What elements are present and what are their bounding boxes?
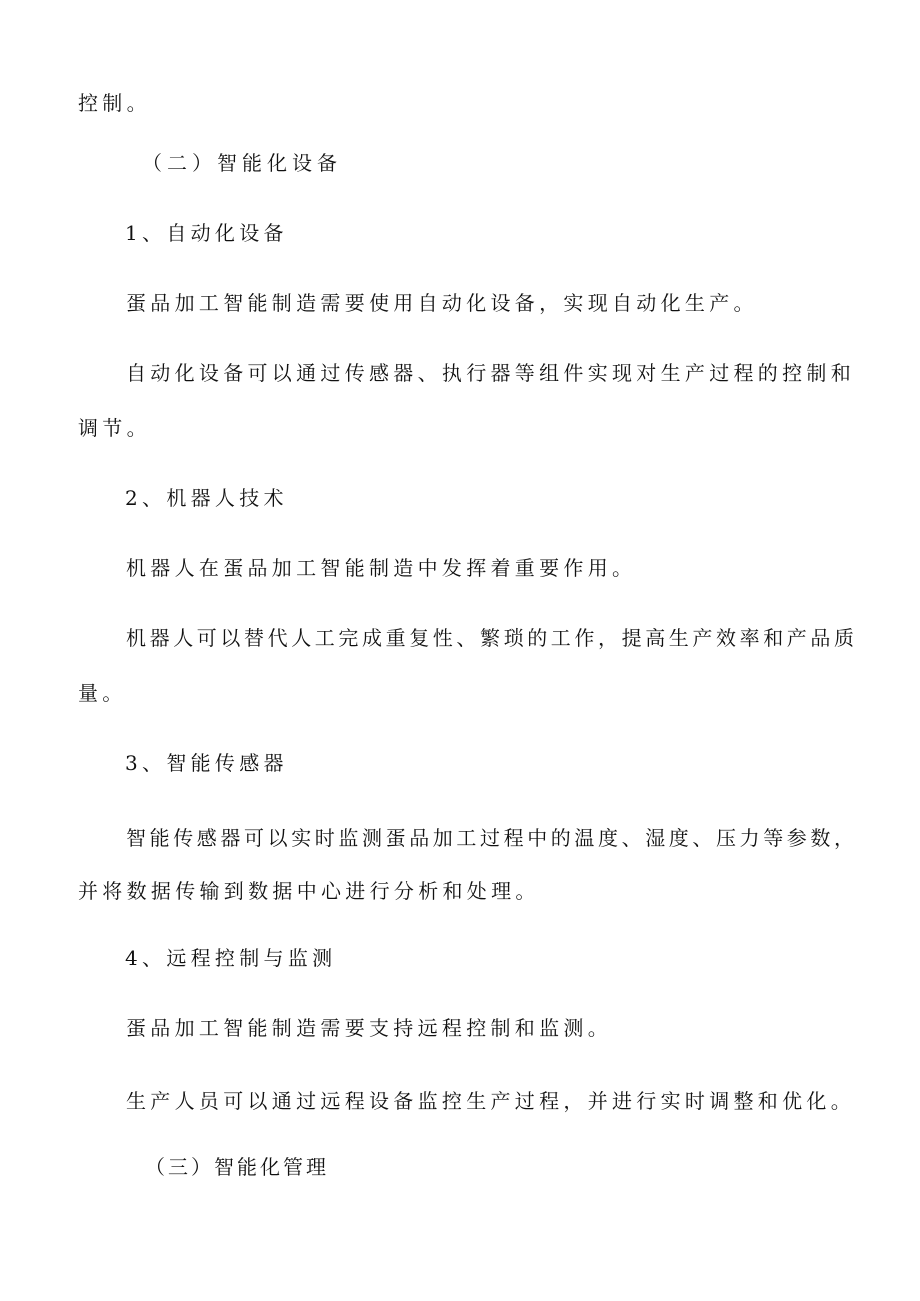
paragraph: 蛋品加工智能制造需要支持远程控制和监测。 xyxy=(126,1016,612,1040)
section-heading-smart-equipment: （二）智能化设备 xyxy=(142,151,342,175)
paragraph: 自动化设备可以通过传感器、执行器等组件实现对生产过程的控制和 xyxy=(126,361,855,385)
subheading-smart-sensors: 3、智能传感器 xyxy=(125,751,288,775)
subheading-automation-equipment: 1、自动化设备 xyxy=(125,221,288,245)
paragraph-continuation: 调节。 xyxy=(78,416,151,440)
paragraph-continuation: 控制。 xyxy=(78,91,151,115)
paragraph: 蛋品加工智能制造需要使用自动化设备，实现自动化生产。 xyxy=(126,291,758,315)
paragraph: 智能传感器可以实时监测蛋品加工过程中的温度、湿度、压力等参数， xyxy=(126,826,858,850)
paragraph: 生产人员可以通过远程设备监控生产过程，并进行实时调整和优化。 xyxy=(126,1089,855,1113)
section-heading-smart-management: （三）智能化管理 xyxy=(145,1155,329,1179)
paragraph-continuation: 并将数据传输到数据中心进行分析和处理。 xyxy=(78,879,540,903)
subheading-remote-control: 4、远程控制与监测 xyxy=(125,946,337,970)
subheading-robot-technology: 2、机器人技术 xyxy=(125,486,288,510)
paragraph-continuation: 量。 xyxy=(78,681,127,705)
paragraph: 机器人在蛋品加工智能制造中发挥着重要作用。 xyxy=(126,556,637,580)
paragraph: 机器人可以替代人工完成重复性、繁琐的工作，提高生产效率和产品质 xyxy=(126,626,858,650)
